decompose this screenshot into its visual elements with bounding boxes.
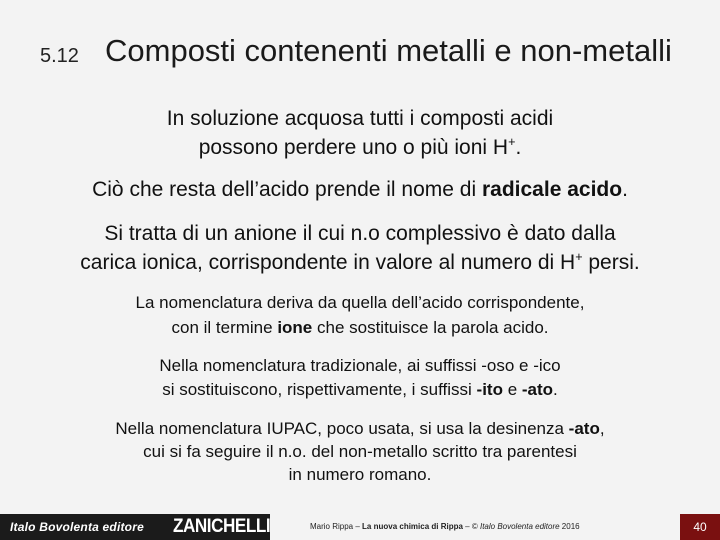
paragraph-4-line-1: La nomenclatura deriva da quella dell’acido corrispondente, — [135, 293, 585, 312]
footer-credit — [310, 522, 580, 531]
term-ione: ione — [277, 318, 313, 337]
paragraph-6-line-1-before: Nella nomenclatura IUPAC, poco usata, si usa la desinenza — [115, 419, 569, 438]
paragraph-4 — [0, 290, 720, 340]
paragraph-5 — [0, 354, 720, 402]
paragraph-4-line-2 — [0, 315, 720, 340]
paragraph-3-line-2-after: persi. — [582, 251, 640, 274]
paragraph-6-line-1-after: , — [599, 419, 605, 438]
paragraph-1 — [0, 104, 720, 162]
footer — [0, 514, 720, 540]
section-number: 5.12 — [40, 45, 79, 67]
paragraph-6-line-1 — [0, 417, 720, 440]
paragraph-5-line-2-after: . — [553, 380, 558, 399]
footer-rights: – © — [462, 522, 480, 531]
paragraph-5-middle: e — [502, 380, 522, 399]
footer-author: Mario Rippa – — [310, 522, 363, 531]
paragraph-2-before: Ciò che resta dell’acido prende il nome di — [92, 178, 482, 201]
h-plus-superscript: + — [508, 134, 516, 149]
paragraph-6 — [0, 417, 720, 486]
suffix-ito: -ito — [476, 380, 503, 399]
paragraph-5-line-2 — [0, 378, 720, 402]
footer-rights-holder: Italo Bovolenta editore — [479, 522, 560, 531]
footer-brand-bar — [0, 514, 270, 540]
h-plus-superscript-2: + — [575, 249, 583, 264]
paragraph-2-after: . — [622, 178, 628, 201]
suffix-ato-iupac: -ato — [568, 419, 600, 438]
footer-year: 2016 — [559, 522, 580, 531]
paragraph-1-line-2 — [0, 133, 720, 162]
paragraph-3 — [0, 219, 720, 277]
brand-logo-text: Italo Bovolenta editore — [10, 520, 144, 534]
paragraph-5-line-2-before: si sostituiscono, rispettivamente, i suffissi — [162, 380, 477, 399]
paragraph-1-end: . — [515, 136, 522, 159]
paragraph-3-line-2 — [0, 248, 720, 277]
paragraph-3-line-2-before: carica ionica, corrispondente in valore al numero di H — [80, 251, 576, 274]
paragraph-4-line-2-before: con il termine — [171, 318, 278, 337]
paragraph-4-line-2-after: che sostituisce la parola acido. — [312, 318, 549, 337]
term-radicale-acido: radicale acido — [481, 178, 623, 201]
page-number: 40 — [680, 514, 720, 540]
footer-book-title: La nuova chimica di Rippa — [362, 522, 463, 531]
slide-title: Composti contenenti metalli e non-metalli — [105, 33, 672, 68]
paragraph-5-line-1: Nella nomenclatura tradizionale, ai suffissi -oso e -ico — [159, 356, 561, 375]
paragraph-6-line-2: cui si fa seguire il n.o. del non-metallo scritto tra parentesi — [143, 442, 577, 461]
suffix-ato: -ato — [521, 380, 554, 399]
paragraph-2 — [0, 175, 720, 204]
paragraph-6-line-3: in numero romano. — [288, 465, 432, 484]
paragraph-2-line — [0, 175, 720, 204]
paragraph-3-line-1: Si tratta di un anione il cui n.o complessivo è dato dalla — [104, 222, 616, 245]
paragraph-1-line-1: In soluzione acquosa tutti i composti acidi — [166, 107, 554, 130]
publisher-logo: ZANICHELLI — [173, 516, 271, 537]
paragraph-1-line-2-text: possono perdere uno o più ioni H — [198, 136, 509, 159]
